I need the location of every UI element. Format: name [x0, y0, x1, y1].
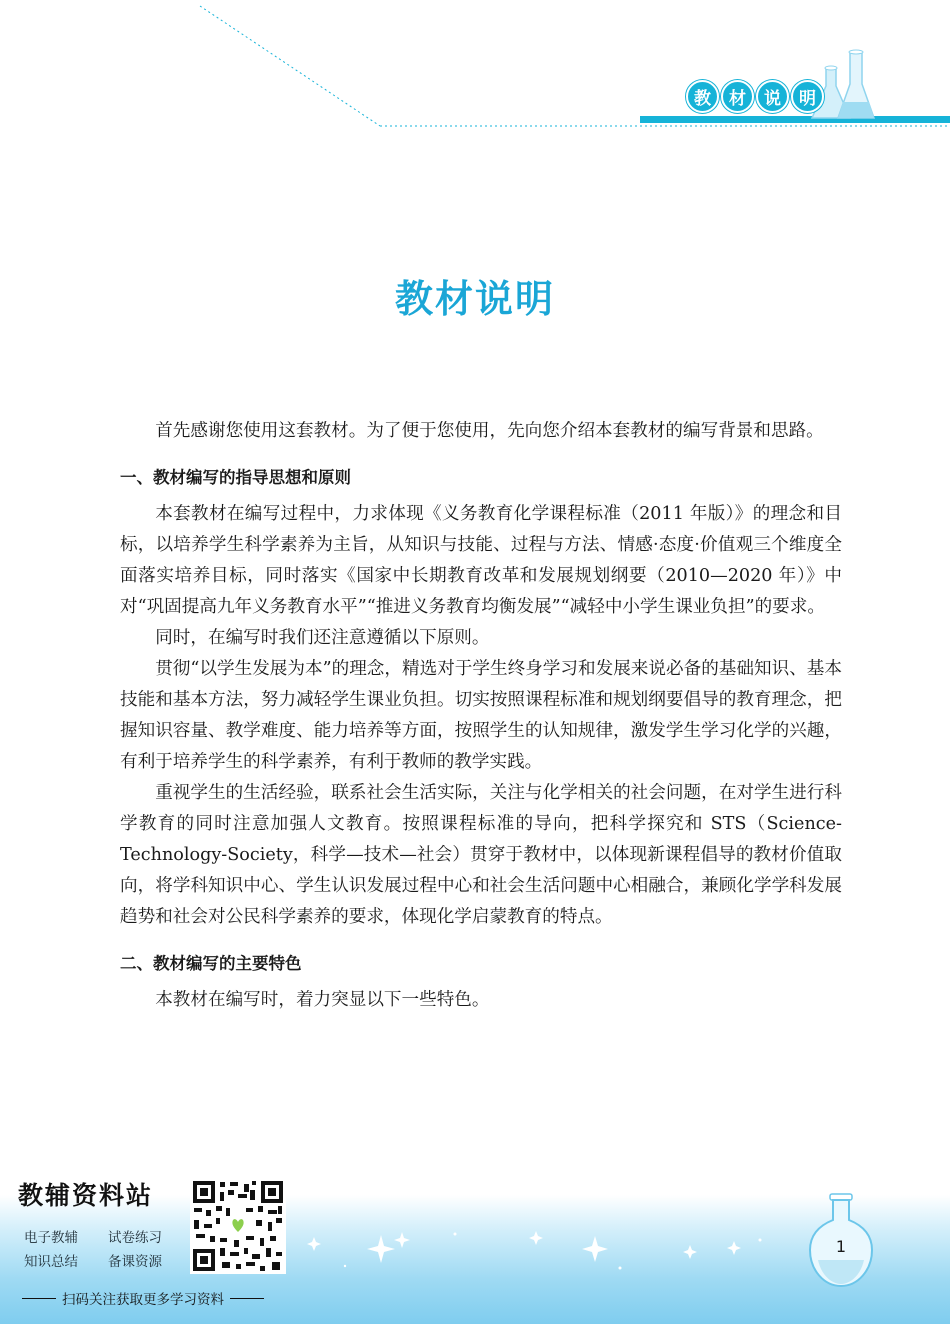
footer-link[interactable]: 备课资源: [108, 1254, 162, 1270]
divider: [22, 1298, 56, 1299]
footer-link-grid: [24, 1226, 184, 1270]
body-paragraph: 本套教材在编写过程中，力求体现《义务教育化学课程标准（2011 年版）》的理念和目标，以培养学生科学素养为主旨，从知识与技能、过程与方法、情感·态度·价值观三个维度全面落实培养目标，同时落实《国家中长期教育改革和发展规划纲要（2010—2020 年）》中对“巩固提高九年义务教育水平”“推进义务教育均衡发展”“减轻中小学生课业负担”的要求。: [120, 504, 842, 617]
page-number: 1: [835, 1237, 847, 1256]
header-badge-group: [686, 80, 824, 113]
header-decoration: [0, 0, 950, 135]
header-badge: 材: [721, 80, 754, 113]
footer-tagline: 扫码关注获取更多学习资料: [62, 1292, 224, 1308]
divider: [230, 1298, 264, 1299]
header-badge: 说: [756, 80, 789, 113]
page-footer: [0, 1170, 950, 1324]
page-header: [0, 0, 950, 135]
body-paragraph: 本教材在编写时，着力突显以下一些特色。: [155, 990, 490, 1010]
site-name: 教辅资料站: [18, 1181, 154, 1210]
footer-link[interactable]: 电子教辅: [24, 1230, 78, 1246]
document-body: [120, 416, 842, 1016]
qr-code-icon[interactable]: [190, 1178, 286, 1274]
section-heading: 二、教材编写的主要特色: [120, 954, 302, 973]
footer-link[interactable]: 试卷练习: [108, 1230, 162, 1246]
page-title: 教材说明: [394, 277, 555, 321]
header-badge: 明: [791, 80, 824, 113]
footer-tagline-row: [22, 1288, 264, 1308]
intro-paragraph: 首先感谢您使用这套教材。为了便于您使用，先向您介绍本套教材的编写背景和思路。: [155, 421, 824, 441]
body-paragraph: 重视学生的生活经验，联系社会生活实际，关注与化学相关的社会问题，在对学生进行科学教育的同时注意加强人文教育。按照课程标准的导向，把科学探究和 STS（Science-Technology-Society，科学—技术—社会）贯穿于教材中，以体现新课程倡导的教材价值取向，将学科知识中心、学生认识发展过程中心和社会生活问题中心相融合，兼顾化学学科发展趋势和社会对公民科学素养的要求，体现化学启蒙教育的特点。: [120, 783, 842, 927]
header-badge: 教: [686, 80, 719, 113]
body-paragraph: 贯彻“以学生发展为本”的理念，精选对于学生终身学习和发展来说必备的基础知识、基本技能和基本方法，努力减轻学生课业负担。切实按照课程标准和规划纲要倡导的教育理念，把握知识容量、教学难度、能力培养等方面，按照学生的认知规律，激发学生学习化学的兴趣，有利于培养学生的科学素养，有利于教师的教学实践。: [120, 659, 842, 772]
footer-link[interactable]: 知识总结: [24, 1254, 78, 1270]
section-heading: 一、教材编写的指导思想和原则: [120, 468, 351, 487]
body-paragraph: 同时，在编写时我们还注意遵循以下原则。: [155, 628, 490, 648]
